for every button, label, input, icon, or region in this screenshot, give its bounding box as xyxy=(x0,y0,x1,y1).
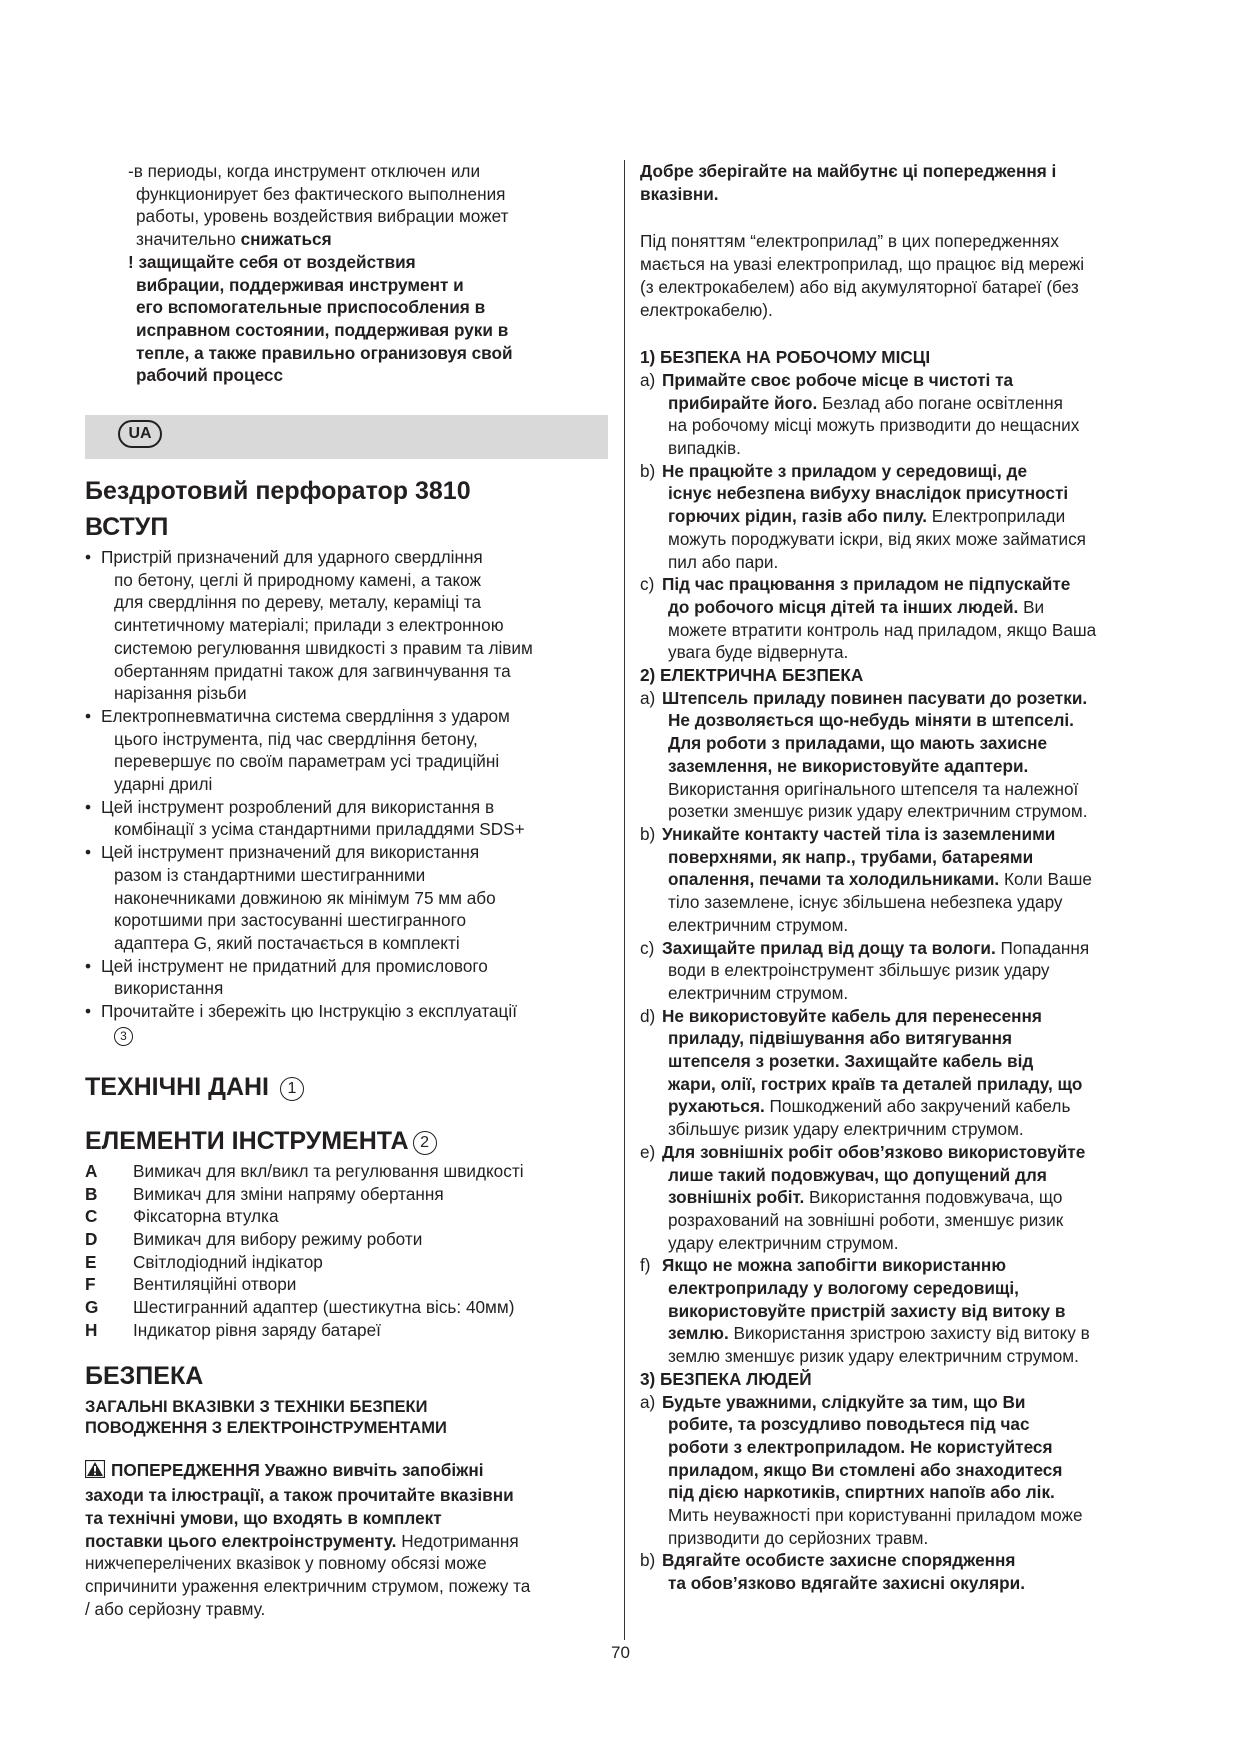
item-letter: a) xyxy=(640,687,656,708)
list-item xyxy=(85,796,608,841)
text-line: Під поняттям “електроприлад” в цих попередженнях xyxy=(640,231,1060,252)
text-line: призводити до серйозних травм. xyxy=(668,1527,929,1548)
list-item xyxy=(640,460,1155,574)
language-badge: UA xyxy=(118,420,162,448)
item-letter: c) xyxy=(640,574,655,595)
part-label: Вентиляційні отвори xyxy=(133,1274,297,1295)
personal-safety-list xyxy=(640,1391,1155,1595)
text-line: Будьте уважними, слідкуйте за тим, що Ви xyxy=(662,1391,1026,1412)
bullet-text: цього інструмента, під час свердління бетону, xyxy=(114,728,478,749)
part-row xyxy=(85,1228,524,1251)
bullet-text: Прочитайте і збережіть цю Інструкцію з експлуатації xyxy=(101,1001,517,1022)
item-letter: c) xyxy=(640,937,655,958)
text-line: спричинити ураження електричним струмом, пожежу та xyxy=(85,1575,531,1596)
text-line: удару електричним струмом. xyxy=(668,1232,899,1253)
workplace-safety-heading: 1) БЕЗПЕКА НА РОБОЧОМУ МІСЦІ xyxy=(640,347,931,368)
text-line: рухаються. Пошкоджений або закручений кабель xyxy=(668,1096,1071,1117)
part-key: B xyxy=(85,1183,98,1204)
text-line: та обов’язково вдягайте захисні окуляри. xyxy=(668,1573,1026,1594)
part-key: G xyxy=(85,1297,99,1318)
text-line: розетки зменшує ризик удару електричним струмом. xyxy=(668,801,1088,822)
text-line: електричним струмом. xyxy=(668,982,849,1003)
electrical-safety-heading: 2) ЕЛЕКТРИЧНА БЕЗПЕКА xyxy=(640,665,864,686)
text-line: Уникайте контакту частей тіла із заземленими xyxy=(662,823,1056,844)
text-line: -в периоды, когда инструмент отключен или xyxy=(128,161,481,181)
part-row xyxy=(85,1296,524,1319)
part-key: C xyxy=(85,1206,98,1227)
item-letter: a) xyxy=(640,369,656,390)
text-line: тіло заземлене, існує збільшена небезпека удару xyxy=(668,892,1063,913)
part-key: D xyxy=(85,1228,98,1249)
text-line: ПОПЕРЕДЖЕННЯ Уважно вивчіть запобіжні xyxy=(85,1459,608,1484)
text-line: прибирайте його. Безлад або погане освітлення xyxy=(668,392,1063,413)
bullet-text: Цей інструмент розроблений для використання в xyxy=(101,796,495,817)
bullet-text: наконечниками довжиною як мінімум 75 мм або xyxy=(114,887,496,908)
text-line: електрокабелю). xyxy=(640,299,773,320)
workplace-safety-list xyxy=(640,369,1155,664)
part-key: A xyxy=(85,1160,98,1181)
part-key: H xyxy=(85,1319,98,1340)
list-item xyxy=(640,1391,1155,1550)
text-line: пил або пари. xyxy=(668,551,779,572)
elements-heading: ЕЛЕМЕНТИ ІНСТРУМЕНТА 2 xyxy=(85,1126,608,1156)
bullet-text: разом із стандартними шестигранними xyxy=(114,864,426,885)
list-item xyxy=(85,1000,608,1046)
text-line: існує небезпена вибуху внаслідок присутності xyxy=(668,483,1069,504)
list-item xyxy=(85,546,608,705)
part-label: Світлодіодний індікатор xyxy=(133,1251,323,1272)
text-line: під дією наркотиків, спиртних напоїв або лік. xyxy=(668,1482,1055,1503)
part-row xyxy=(85,1251,524,1274)
text-line: Захищайте прилад від дощу та вологи. Попадання xyxy=(662,937,1090,958)
text-line: Для роботи з приладами, що мають захисне xyxy=(668,733,1048,754)
list-item xyxy=(85,705,608,796)
bullet-text: Цей інструмент не придатний для промислового xyxy=(101,955,488,976)
bullet-text: ударні дрилі xyxy=(114,774,213,795)
tech-data-heading: ТЕХНІЧНІ ДАНІ 1 xyxy=(85,1072,608,1102)
bullet-text: Пристрій призначений для ударного свердління xyxy=(101,547,483,568)
ref-line xyxy=(101,1023,608,1046)
vibration-note-ru xyxy=(85,160,608,387)
text-line: роботи з електроприладом. Не користуйтеся xyxy=(668,1436,1053,1457)
text-line: Добре зберігайте на майбутнє ці попередження і xyxy=(640,161,1057,181)
ref-circle: 3 xyxy=(114,1027,133,1046)
column-divider xyxy=(624,160,625,1640)
list-item xyxy=(640,1005,1155,1141)
list-item xyxy=(85,955,608,1000)
ref-circle: 1 xyxy=(280,1077,304,1101)
part-row xyxy=(85,1273,524,1296)
list-item xyxy=(640,687,1155,823)
bullet-text: системою регулювання швидкості з правим та лівим xyxy=(114,637,533,658)
text-line: вибрации, поддерживая инструмент и xyxy=(136,274,464,295)
warning-paragraph xyxy=(85,1459,608,1620)
intro-bullet-list xyxy=(85,546,608,1046)
text-line: опалення, печами та холодильниками. Коли Ваше xyxy=(668,869,1092,890)
item-letter: f) xyxy=(640,1255,651,1276)
text-line: можете втратити контроль над приладом, якщо Ваша xyxy=(668,619,1097,640)
text-line: значительно снижаться xyxy=(136,229,332,250)
list-item xyxy=(640,573,1155,664)
text-line: (з електрокабелем) або від акумуляторної батареї (без xyxy=(640,276,1079,297)
bullet-text: Цей інструмент призначений для використання xyxy=(101,842,480,863)
text-line: лише такий подовжувач, що допущений для xyxy=(668,1164,1047,1185)
list-item xyxy=(640,1254,1155,1368)
text-line: Для зовнішніх робіт обов’язково використовуйте xyxy=(662,1141,1086,1162)
text-line: розрахований на зовнішні роботи, зменшує ризик xyxy=(668,1209,1064,1230)
part-label: Вимикач для вкл/викл та регулювання швидкості xyxy=(133,1160,524,1181)
keep-instructions-note xyxy=(640,160,1155,205)
safety-subheading: ЗАГАЛЬНІ ВКАЗІВКИ З ТЕХНІКИ БЕЗПЕКИ ПОВОДЖЕННЯ З ЕЛЕКТРОІНСТРУМЕНТАМИ xyxy=(85,1398,447,1438)
part-row xyxy=(85,1319,524,1342)
text-line: приладом, якщо Ви стомлені або знаходитеся xyxy=(668,1459,1063,1480)
part-row xyxy=(85,1205,524,1228)
text-line: Мить неуважності при користуванні приладом може xyxy=(668,1505,1083,1526)
text-line: увага буде відвернута. xyxy=(668,642,849,663)
text-line: Вдягайте особисте захисне спорядження xyxy=(662,1550,1016,1571)
item-letter: e) xyxy=(640,1141,656,1162)
text-line: землю зменшує ризик удару електричним струмом. xyxy=(668,1346,1079,1367)
language-bar xyxy=(85,415,608,459)
text-line: рабочий процесс xyxy=(136,365,284,386)
bullet-text: обертанням придатні також для загвинчування та xyxy=(114,660,511,681)
parts-table xyxy=(85,1160,524,1342)
left-column xyxy=(85,160,608,1620)
part-label: Фіксаторна втулка xyxy=(133,1206,279,1227)
bullet-text: використання xyxy=(114,978,224,999)
text-line: заходи та ілюстрації, а також прочитайте вказівни xyxy=(85,1485,514,1506)
text-line: води в електроінструмент збільшує ризик удару xyxy=(668,960,1050,981)
text-line: Використання оригінального штепселя та належної xyxy=(668,778,1079,799)
text-line: нижчеперелічених вказівок у повному обсязі може xyxy=(85,1553,487,1574)
bullet-text: адаптера G, який постачається в комплекті xyxy=(114,932,460,953)
bullet-text: по бетону, цеглі й природному камені, а також xyxy=(114,569,482,590)
bullet-text: нарізання різьби xyxy=(114,683,247,704)
text-line: поставки цього електроінструменту. Недотримання xyxy=(85,1530,519,1551)
item-letter: b) xyxy=(640,460,656,481)
page-title: Бездротовий перфоратор 3810 xyxy=(85,477,471,506)
text-line: поверхнями, як напр., трубами, батареями xyxy=(668,846,1034,867)
intro-heading: ВСТУП xyxy=(85,513,169,542)
text-line: жари, олії, гострих країв та деталей приладу, що xyxy=(668,1073,1083,1094)
text-line: штепселя з розетки. Захищайте кабель від xyxy=(668,1051,1034,1072)
item-letter: b) xyxy=(640,823,656,844)
list-item xyxy=(640,937,1155,1005)
text-line: Не дозволяється що-небудь міняти в штепселі. xyxy=(668,710,1074,731)
text-line: випадків. xyxy=(668,438,741,459)
bullet-text: коротшими при застосуванні шестигранного xyxy=(114,910,467,931)
bullet-text: Електропневматична система свердління з ударом xyxy=(101,705,510,726)
personal-safety-heading: 3) БЕЗПЕКА ЛЮДЕЙ xyxy=(640,1368,812,1389)
bullet-text: перевершує по своїм параметрам усі традиційні xyxy=(114,751,500,772)
text-line: мається на увазі електроприлад, що працює від мережі xyxy=(640,254,1085,275)
text-line: Не використовуйте кабель для перенесення xyxy=(662,1005,1042,1026)
bullet-text: комбінації з усіма стандартними приладдями SDS+ xyxy=(114,819,525,840)
text-line: горючих рідин, газів або пилу. Електроприлади xyxy=(668,506,1066,527)
list-item xyxy=(640,1141,1155,1255)
text-line: заземлення, не використовуйте адаптери. xyxy=(668,755,1029,776)
electrical-safety-list xyxy=(640,687,1155,1368)
text-line: на робочому місці можуть призводити до нещасних xyxy=(668,415,1080,436)
text-line: вказівни. xyxy=(640,183,719,204)
text-line: робите, та розсудливо поводьтеся під час xyxy=(668,1414,1030,1435)
text-line: тепле, а также правильно огранизовуя свой xyxy=(136,342,513,363)
text-line: Примайте своє робоче місце в чистоті та xyxy=(662,369,1014,390)
page-number: 70 xyxy=(611,1643,630,1662)
bullet-text: для свердління по дереву, металу, кераміці та xyxy=(114,592,482,613)
part-label: Шестигранний адаптер (шестикутна вісь: 40мм) xyxy=(133,1297,515,1318)
text-line: можуть породжувати іскри, від яких може займатися xyxy=(668,528,1086,549)
list-item xyxy=(640,823,1155,937)
text-line: електроприладу у вологому середовищі, xyxy=(668,1278,1019,1299)
text-line: исправном состоянии, поддерживая руки в xyxy=(136,319,509,340)
item-letter: a) xyxy=(640,1391,656,1412)
text-line: використовуйте пристрій захисту від витоку в xyxy=(668,1300,1066,1321)
bullet-text: синтетичному матеріалі; прилади з електронною xyxy=(114,615,504,636)
text-line: приладу, підвішування або витягування xyxy=(668,1028,1013,1049)
text-line: функционирует без фактического выполнения xyxy=(136,183,506,204)
text-line: Штепсель приладу повинен пасувати до розетки. xyxy=(662,687,1088,708)
text-line: Не працюйте з приладом у середовищі, де xyxy=(662,460,1028,481)
text-line: / або серйозну травму. xyxy=(85,1598,266,1619)
part-key: E xyxy=(85,1251,97,1272)
text-line: електричним струмом. xyxy=(668,914,849,935)
text-line: ! защищайте себя от воздействия xyxy=(128,251,416,272)
text-line: до робочого місця дітей та інших людей. Ви xyxy=(668,596,1045,617)
item-letter: b) xyxy=(640,1550,656,1571)
definition-paragraph xyxy=(640,230,1155,321)
text-line: та технічні умови, що входять в комплект xyxy=(85,1507,442,1528)
text-line: Якщо не можна запобігти використанню xyxy=(662,1255,1006,1276)
list-item xyxy=(640,369,1155,460)
text-line: збільшує ризик удару електричним струмом. xyxy=(668,1119,1024,1140)
text-line: зовнішніх робіт. Використання подовжувача, що xyxy=(668,1187,1063,1208)
part-row xyxy=(85,1160,524,1183)
part-label: Вимикач для вибору режиму роботи xyxy=(133,1228,423,1249)
ref-circle: 2 xyxy=(413,1131,437,1155)
list-item xyxy=(85,841,608,955)
item-letter: d) xyxy=(640,1005,656,1026)
part-label: Індикатор рівня заряду батареї xyxy=(133,1319,381,1340)
text-line: Під час працювання з приладом не підпускайте xyxy=(662,574,1071,595)
right-column xyxy=(640,160,1155,1595)
warning-triangle-icon xyxy=(85,1460,105,1484)
text-line: его вспомогательные приспособления в xyxy=(136,297,486,318)
list-item xyxy=(640,1549,1155,1594)
part-label: Вимикач для зміни напряму обертання xyxy=(133,1183,444,1204)
part-key: F xyxy=(85,1274,96,1295)
text-line: землю. Використання зристрою захисту від витоку в xyxy=(668,1323,1090,1344)
part-row xyxy=(85,1183,524,1206)
safety-heading: БЕЗПЕКА xyxy=(85,1362,204,1391)
text-line: работы, уровень воздействия вибрации может xyxy=(136,206,509,227)
